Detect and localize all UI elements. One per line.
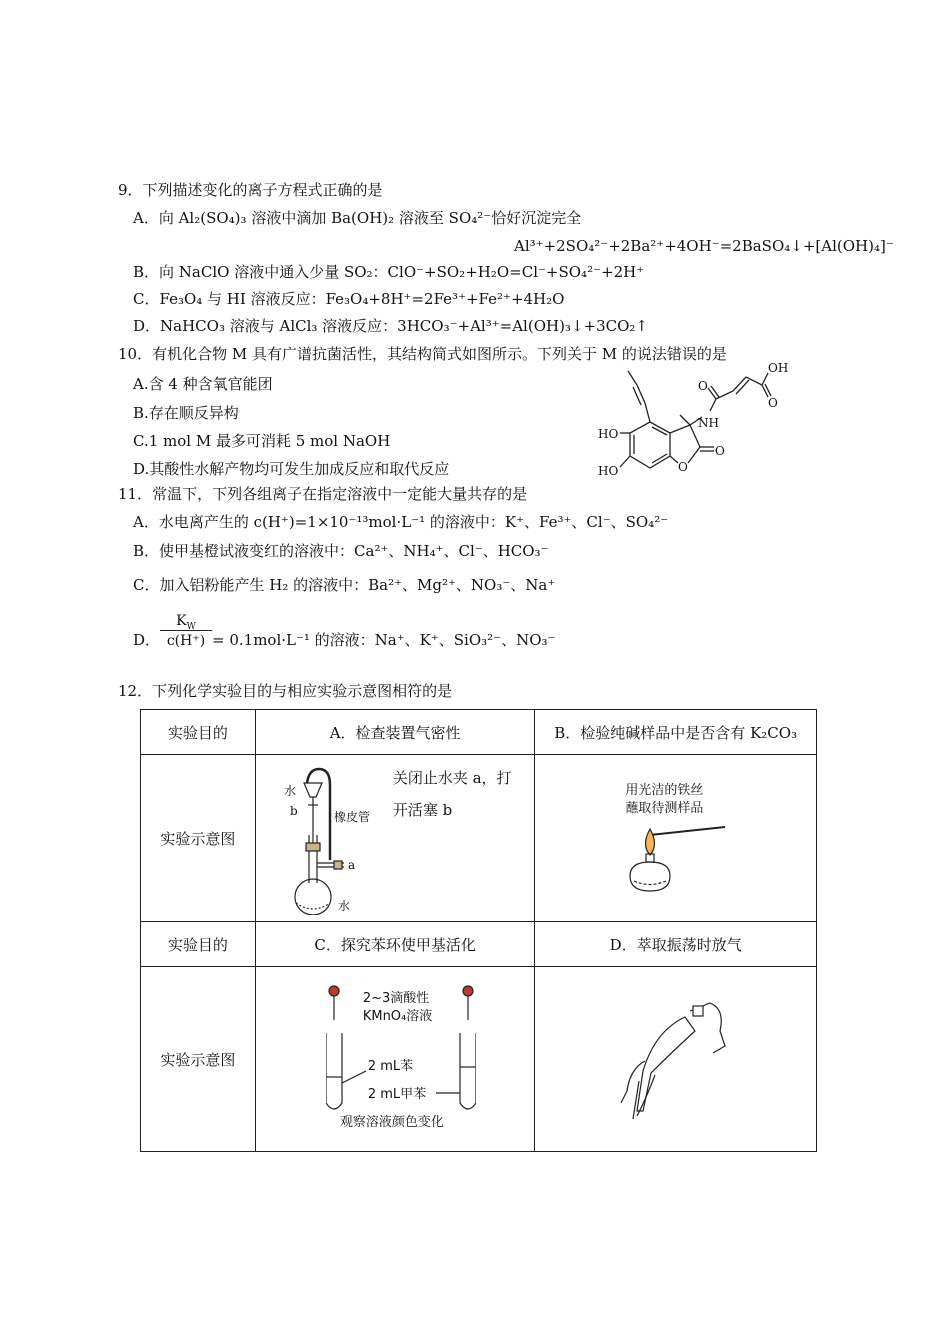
- structure-o1: O: [698, 379, 708, 393]
- fraction-numerator: K: [176, 613, 187, 629]
- diagram-a-text-line1: 关闭止水夹 a，打: [392, 769, 512, 787]
- q9-option-a-equation: Al³⁺+2SO₄²⁻+2Ba²⁺+4OH⁻=2BaSO₄↓+[Al(OH)₄]⁻: [514, 237, 894, 255]
- header-c: C．探究苯环使甲基活化: [255, 922, 535, 967]
- row-diagram-label-2: 实验示意图: [141, 967, 256, 1152]
- structure-ho2: HO: [598, 464, 619, 478]
- structure-nh: NH: [698, 416, 719, 430]
- row-diagram-label: 实验示意图: [141, 755, 256, 922]
- header-a: A．检查装置气密性: [255, 710, 535, 755]
- q10-stem: 10．有机化合物 M 具有广谱抗菌活性，其结构简式如图所示。下列关于 M 的说法错误的是: [118, 345, 727, 363]
- structure-ho1: HO: [598, 427, 619, 441]
- q11-stem: 11．常温下，下列各组离子在指定溶液中一定能大量共存的是: [118, 485, 528, 503]
- q9-option-b: B．向 NaClO 溶液中通入少量 SO₂：ClO⁻+SO₂+H₂O=Cl⁻+SO₄²⁻+2H⁺: [133, 263, 645, 281]
- q10-option-b: B.存在顺反异构: [133, 404, 239, 422]
- header-d: D．萃取振荡时放气: [535, 922, 817, 967]
- structure-o2: O: [768, 396, 778, 410]
- q12-stem: 12．下列化学实验目的与相应实验示意图相符的是: [118, 682, 453, 700]
- q11-option-d-rest: = 0.1mol·L⁻¹ 的溶液：Na⁺、K⁺、SiO₃²⁻、NO₃⁻: [212, 631, 556, 649]
- diagram-b-text-line1: 用光洁的铁丝: [625, 783, 704, 798]
- q11-fraction: [160, 613, 212, 651]
- header-b: B．检验纯碱样品中是否含有 K₂CO₃: [535, 710, 817, 755]
- experiment-table: [140, 709, 817, 1152]
- separatory-funnel-venting-diagram: [615, 991, 745, 1121]
- q9-option-a: A．向 Al₂(SO₄)₃ 溶液中滴加 Ba(OH)₂ 溶液至 SO₄²⁻恰好沉淀完全: [133, 209, 582, 227]
- diagram-a-cell: [255, 755, 535, 922]
- structure-o4: O: [715, 444, 725, 458]
- diagram-c-toluene: 2 mL甲苯: [367, 1087, 427, 1102]
- label-water-bottom: 水: [337, 899, 350, 913]
- airtightness-apparatus-diagram: [264, 765, 384, 915]
- q10-option-a: A.含 4 种含氧官能团: [133, 375, 273, 393]
- diagram-c-caption: 观察溶液颜色变化: [339, 1115, 444, 1130]
- q9-stem: 9．下列描述变化的离子方程式正确的是: [118, 181, 383, 199]
- flame-test-diagram: [625, 821, 735, 896]
- diagram-c-text-line2: KMnO₄溶液: [362, 1009, 433, 1024]
- fraction-numerator-sub: W: [186, 621, 196, 632]
- structure-o3: O: [678, 460, 688, 474]
- diagram-d-cell: [535, 967, 817, 1152]
- diagram-c-benzene: 2 mL苯: [367, 1059, 414, 1074]
- q11-option-b: B．使甲基橙试液变红的溶液中：Ca²⁺、NH₄⁺、Cl⁻、HCO₃⁻: [133, 542, 549, 560]
- q10-option-c: C.1 mol M 最多可消耗 5 mol NaOH: [133, 432, 391, 450]
- q11-option-c: C．加入铝粉能产生 H₂ 的溶液中：Ba²⁺、Mg²⁺、NO₃⁻、Na⁺: [133, 576, 556, 594]
- compound-m-structure: [590, 355, 805, 485]
- q9-option-d: D．NaHCO₃ 溶液与 AlCl₃ 溶液反应：3HCO₃⁻+Al³⁺=Al(OH)₃↓+3CO₂↑: [133, 317, 648, 335]
- q11-option-d-label: D．: [133, 631, 161, 649]
- diagram-c-text-line1: 2~3滴酸性: [362, 991, 430, 1006]
- diagram-b-text-line2: 蘸取待测样品: [625, 801, 704, 816]
- row-purpose-label-2: 实验目的: [141, 922, 256, 967]
- structure-oh: OH: [768, 361, 789, 375]
- row-purpose-label: 实验目的: [141, 710, 256, 755]
- q10-option-d: D.其酸性水解产物均可发生加成反应和取代反应: [133, 460, 450, 478]
- q9-option-c: C．Fe₃O₄ 与 HI 溶液反应：Fe₃O₄+8H⁺=2Fe³⁺+Fe²⁺+4H₂O: [133, 290, 565, 308]
- diagram-a-text-line2: 开活塞 b: [392, 801, 453, 819]
- label-water-top: 水: [283, 784, 296, 798]
- label-rubber-tube: 橡皮管: [333, 810, 370, 824]
- diagram-c-cell: [255, 967, 535, 1152]
- diagram-b-cell: [535, 755, 817, 922]
- fraction-denominator: c(H⁺): [166, 633, 206, 649]
- label-a: a: [347, 858, 355, 872]
- label-b: b: [289, 804, 298, 818]
- q11-option-a: A．水电离产生的 c(H⁺)=1×10⁻¹³mol·L⁻¹ 的溶液中：K⁺、Fe³⁺、Cl⁻、SO₄²⁻: [133, 513, 669, 531]
